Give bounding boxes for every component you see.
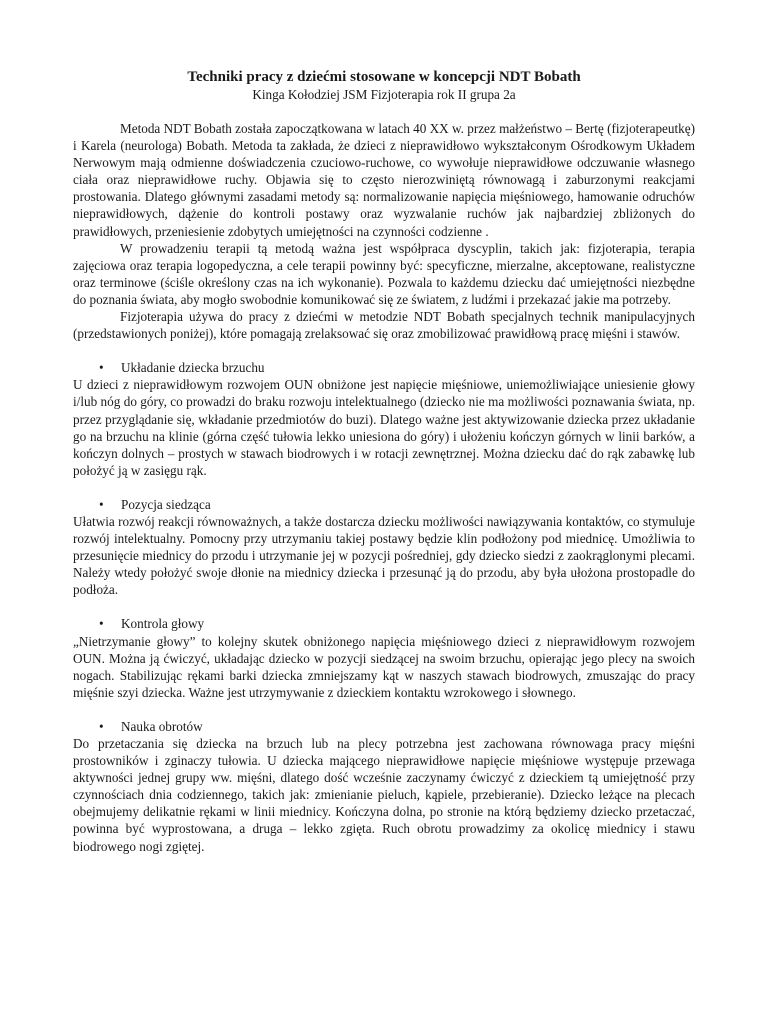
bullet-icon: • [99,616,104,632]
section-ukladanie [73,359,695,479]
section-nauka-obrotow [73,718,695,855]
bullet-icon: • [99,718,104,734]
intro-paragraph: W prowadzeniu terapii tą metodą ważna jest współpraca dyscyplin, takich jak: fizjoterapia, terapia zajęciowa oraz terapia logopedyczna, a cele terapii powinny być: specyficzne, mierzalne, akceptowane, realistyczne oraz terminowe (ściśle określony czas na ich wykonanie). Pozwala to każdemu dziecku dać umiejętności niezbędne do poznania świata, aby mogło swobodnie komunikować się ze światem, z ludźmi i przekazać jakie ma potrzeby. [73,240,695,307]
author-line: Kinga Kołodziej JSM Fizjoterapia rok II grupa 2a [252,87,516,102]
bullet-icon: • [99,360,104,376]
section-heading [73,496,695,513]
document-title: Techniki pracy z dziećmi stosowane w koncepcji NDT Bobath [187,69,581,85]
section-heading [73,359,695,376]
bullet-icon: • [99,496,104,512]
section-heading-text: Nauka obrotów [121,718,203,734]
section-text: U dzieci z nieprawidłowym rozwojem OUN obniżone jest napięcie mięśniowe, uniemożliwiające uniesienie głowy i/lub nóg do góry, co prowadzi do braku rozwoju intelektualnego (dziecko nie ma możliwości poznawania świata, np. przez przyglądanie się, wkładanie przedmiotów do buzi). Dlatego ważne jest aktywizowanie dziecka przez układanie go na brzuchu na klinie (górna część tułowia lekko uniesiona do góry) i ułożeniu kończyn górnych w linii barków, a kończyn dolnych – prostych w stawach biodrowych i w rotacji zewnętrznej. Można dziecku dać do rąk zabawkę lub położyć ją w zasięgu rąk. [73,377,695,478]
section-heading-text: Układanie dziecka brzuchu [121,360,265,376]
intro-paragraph: Metoda NDT Bobath została zapoczątkowana w latach 40 XX w. przez małżeństwo – Bertę (fizjoterapeutkę) i Karela (neurologa) Bobath. Metoda ta zakłada, że dzieci z nieprawidłowo wykształconym Ośrodkowym Układem Nerwowym mają odmienne doświadczenia czuciowo-ruchowe, co wywołuje nieprawidłowe odczuwanie własnego ciała oraz nieprawidłowe ruchy. Objawia się to często nierozwiniętą równowagą i zaburzonymi reakcjami prostowania. Dlatego głównymi zasadami metody są: normalizowanie napięcia mięśniowego, hamowanie odruchów nieprawidłowych, dążenie do kontroli postawy oraz wyzwalanie ruchów jak najbardziej zbliżonych do prawidłowych, przeniesienie zdobytych umiejętności na czynności codzienne . [73,121,695,239]
section-text: „Nietrzymanie głowy” to kolejny skutek obniżonego napięcia mięśniowego dzieci z nieprawidłowym rozwojem OUN. Można ją ćwiczyć, układając dziecko w pozycji siedzącej na swoim brzuchu, opierając jego plecy na swoich nogach. Stabilizując rękami barki dziecka zmniejszamy kąt w naszych stawach biodrowych, zmuszając do pracy mięśnie szyi dziecka. Ważne jest utrzymywanie z dzieckiem kontaktu wzrokowego i słownego. [73,633,695,700]
section-heading [73,615,695,632]
section-pozycja-siedzaca [73,496,695,599]
intro-paragraph: Fizjoterapia używa do pracy z dziećmi w metodzie NDT Bobath specjalnych technik manipulacyjnych (przedstawionych poniżej), które pomagają zrelaksować się oraz zmobilizować prawidłową pracę mięśni i stawów. [73,309,695,342]
intro [73,120,695,342]
section-heading-text: Pozycja siedząca [121,496,211,512]
section-text: Do przetaczania się dziecka na brzuch lub na plecy potrzebna jest zachowana równowaga pracy mięśni prostowników i zginaczy tułowia. U dziecka mającego nieprawidłowe napięcie mięśniowe występuje przewaga aktywności jednej grupy ww. mięśni, dlatego dość wcześnie zaczynamy ćwiczyć z dzieckiem tą umiejętność przy czynnościach dnia codziennego, takich jak: zmienianie pieluch, kąpiele, przebieranie). Dziecko leżące na plecach obejmujemy delikatnie rękami w linii miednicy. Kończyna dolna, po stronie na którą będziemy dziecko przetaczać, powinna być wyprostowana, a druga – lekko zgięta. Ruch obrotu prowadzimy za okolicę miednicy i stawu biodrowego nogi zgiętej. [73,736,695,854]
section-text: Ułatwia rozwój reakcji równoważnych, a także dostarcza dziecku możliwości nawiązywania kontaktów, co stymuluje rozwój intelektualny. Pomocny przy utrzymaniu takiej postawy będzie klin podłożony pod miednicę. Umożliwia to przesunięcie miednicy do przodu i utrzymanie jej w pozycji pośredniej, gdy dziecko siedzi z zaokrąglonymi plecami. Należy wtedy położyć swoje dłonie na miednicy dziecka i przesunąć ją do przodu, aby była ułożona prostopadle do podłoża. [73,513,695,598]
section-heading [73,718,695,735]
section-heading-text: Kontrola głowy [121,616,205,632]
section-kontrola-glowy [73,615,695,700]
